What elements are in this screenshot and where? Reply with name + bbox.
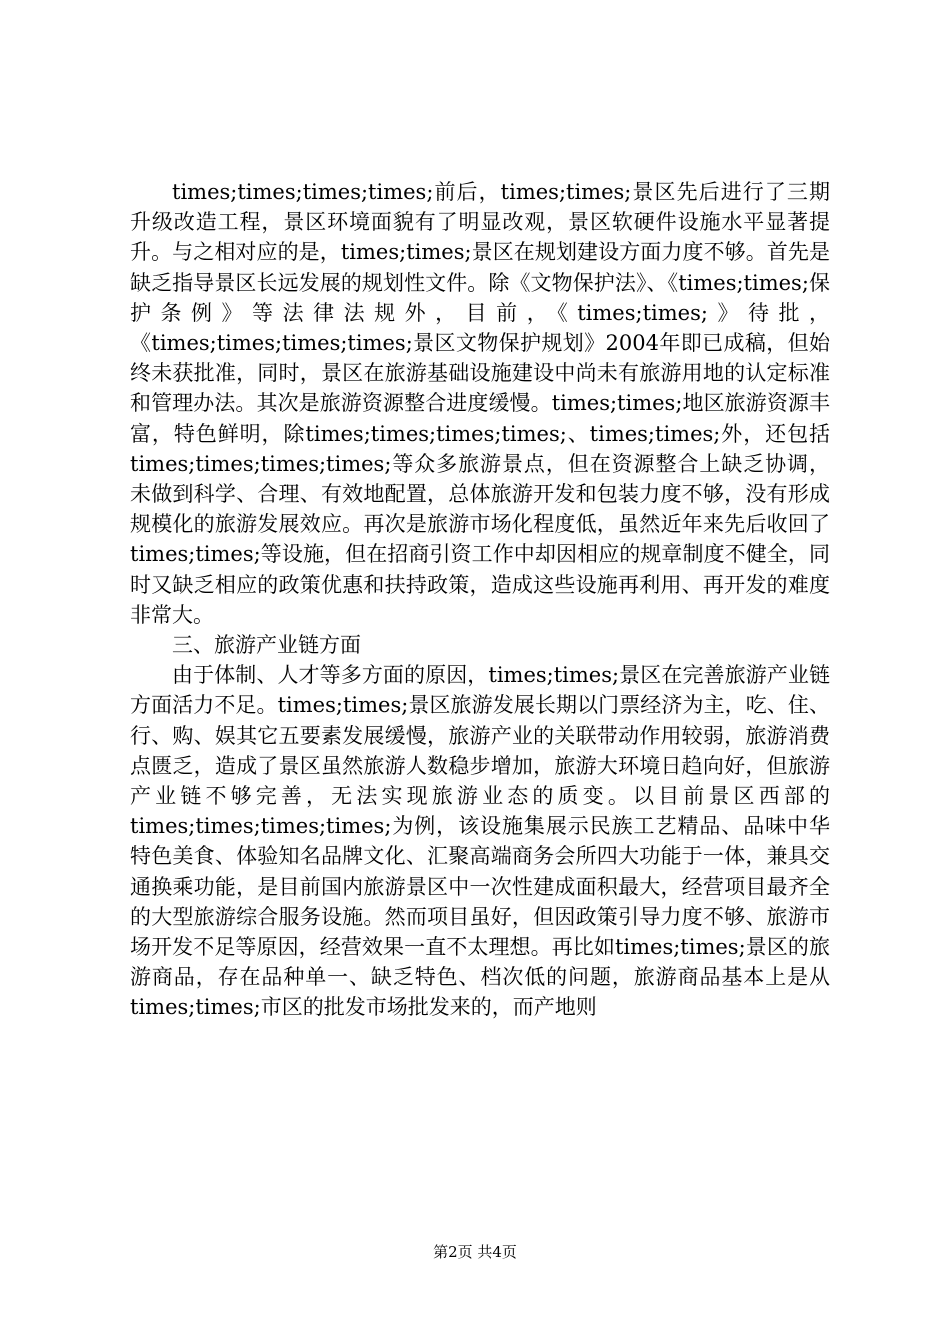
section-heading: 三、旅游产业链方面 xyxy=(172,633,361,658)
paragraph-industry-chain: 由于体制、人才等多方面的原因，times;times;景区在完善旅游产业链方面活力不足。times;times;景区旅游发展长期以门票经济为主，吃、住、行、购、娱其它五要素发展缓慢，旅游产业的关联带动作用较弱，旅游消费点匮乏，造成了景区虽然旅游人数稳步增加，旅游大环境日趋向好，但旅游产业链不够完善，无法实现旅游业态的质变。以目前景区西部的times;times;times;times;为例，该设施集展示民族工艺精品、品味中华特色美食、体验知名品牌文化、汇聚高端商务会所四大功能于一体，兼具交通换乘功能，是目前国内旅游景区中一次性建成面积最大，经营项目最齐全的大型旅游综合服务设施。然而项目虽好，但因政策引导力度不够、旅游市场开发不足等原因，经营效果一直不太理想。再比如times;times;景区的旅游商品，存在品种单一、缺乏特色、档次低的问题，旅游商品基本上是从times;times;市区的批发市场批发来的，而产地则 xyxy=(130,663,830,1020)
paragraph-planning: times;times;times;times;前后，times;times;景区先后进行了三期升级改造工程，景区环境面貌有了明显改观，景区软硬件设施水平显著提升。与之相对应的是，times;times;景区在规划建设方面力度不够。首先是缺乏指导景区长远发展的规划性文件。除《文物保护法》、《times;times;保护条例》等法律法规外，目前，《times;times;》待批，《times;times;times;times;景区文物保护规划》2004年即已成稿，但始终未获批准，同时，景区在旅游基础设施建设中尚未有旅游用地的认定标准和管理办法。其次是旅游资源整合进度缓慢。times;times;地区旅游资源丰富，特色鲜明，除times;times;times;times;、times;times;外，还包括times;times;times;times;等众多旅游景点，但在资源整合上缺乏协调，未做到科学、合理、有效地配置，总体旅游开发和包装力度不够，没有形成规模化的旅游发展效应。再次是旅游市场化程度低，虽然近年来先后收回了times;times;等设施，但在招商引资工作中却因相应的规章制度不健全，同时又缺乏相应的政策优惠和扶持政策，造成这些设施再利用、再开发的难度非常大。 xyxy=(130,180,830,627)
page-number-footer: 第2页 共4页 xyxy=(433,1243,517,1261)
document-body xyxy=(130,177,830,1023)
